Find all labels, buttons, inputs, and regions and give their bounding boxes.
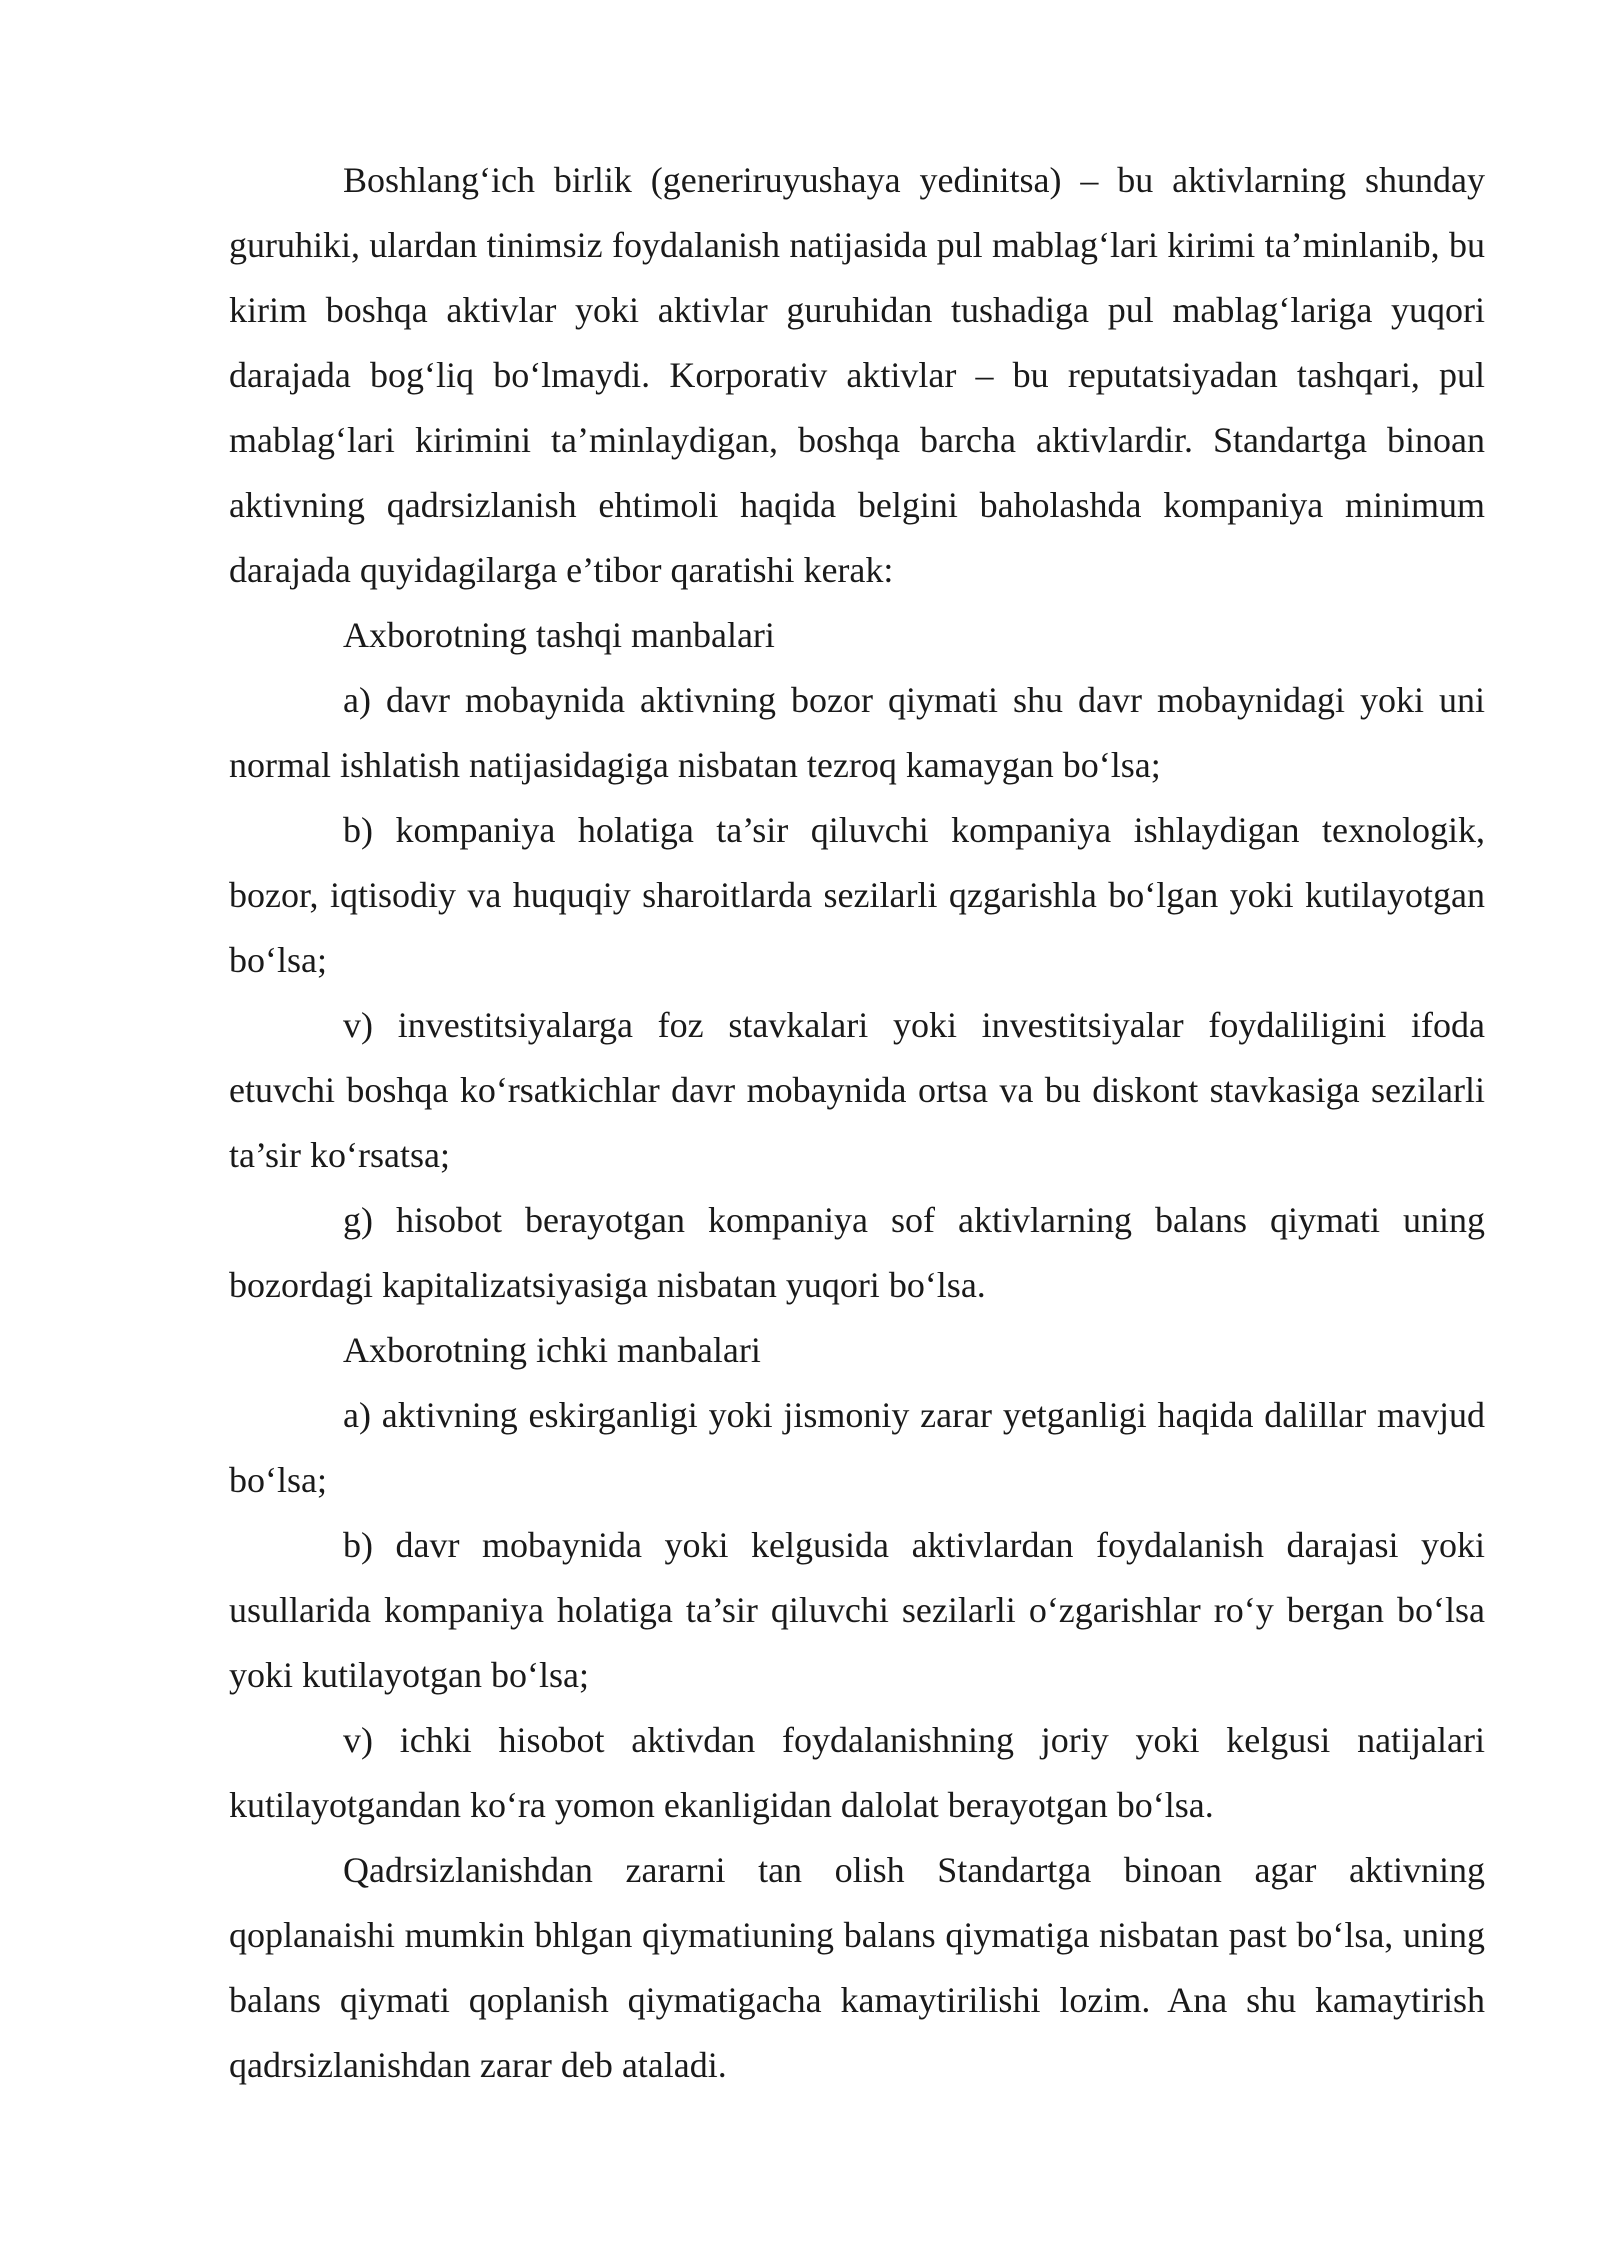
paragraph-impairment-recognition: Qadrsizlanishdan zararni tan olish Standartga binoan agar aktivning qoplanaishi mumkin bhlgan qiymatiuning balans qiymatiga nisbatan past bo‘lsa, uning balans qiymati qoplanish qiymatigacha kamaytirilishi lozim. Ana shu kamaytirish qadrsizlanishdan zarar deb ataladi. bbox=[229, 1850, 1485, 2085]
list-item-internal-b: b) davr mobaynida yoki kelgusida aktivlardan foydalanish darajasi yoki usullarida kompaniya holatiga ta’sir qiluvchi sezilarli o‘zgarishlar ro‘y bergan bo‘lsa yoki kutilayotgan bo‘lsa; bbox=[229, 1525, 1485, 1695]
heading-external-sources: Axborotning tashqi manbalari bbox=[343, 615, 775, 655]
list-item-internal-a: a) aktivning eskirganligi yoki jismoniy zarar yetganligi haqida dalillar mavjud bo‘lsa; bbox=[229, 1395, 1485, 1500]
list-item-external-b: b) kompaniya holatiga ta’sir qiluvchi kompaniya ishlaydigan texnologik, bozor, iqtisodiy va huquqiy sharoitlarda sezilarli qzgarishla bo‘lgan yoki kutilayotgan bo‘lsa; bbox=[229, 810, 1485, 980]
list-item-external-g: g) hisobot berayotgan kompaniya sof aktivlarning balans qiymati uning bozordagi kapitalizatsiyasiga nisbatan yuqori bo‘lsa. bbox=[229, 1200, 1485, 1305]
heading-internal-sources: Axborotning ichki manbalari bbox=[343, 1330, 761, 1370]
list-item-external-a: a) davr mobaynida aktivning bozor qiymati shu davr mobaynidagi yoki uni normal ishlatish natijasidagiga nisbatan tezroq kamaygan bo‘lsa; bbox=[229, 680, 1485, 785]
paragraph-generating-unit-definition: Boshlang‘ich birlik (generiruyushaya yedinitsa) – bu aktivlarning shunday guruhiki, ulardan tinimsiz foydalanish natijasida pul mablag‘lari kirimi ta’minlanib, bu kirim boshqa aktivlar yoki aktivlar guruhidan tushadiga pul mablag‘lariga yuqori darajada bog‘liq bo‘lmaydi. Korporativ aktivlar – bu reputatsiyadan tashqari, pul mablag‘lari kirimini ta’minlaydigan, boshqa barcha aktivlardir. Standartga binoan aktivning qadrsizlanish ehtimoli haqida belgini baholashda kompaniya minimum darajada quyidagilarga e’tibor qaratishi kerak: bbox=[229, 160, 1485, 590]
list-item-external-v: v) investitsiyalarga foz stavkalari yoki investitsiyalar foydaliligini ifoda etuvchi boshqa ko‘rsatkichlar davr mobaynida ortsa va bu diskont stavkasiga sezilarli ta’sir ko‘rsatsa; bbox=[229, 1005, 1485, 1175]
document-page bbox=[229, 148, 1485, 2098]
list-item-internal-v: v) ichki hisobot aktivdan foydalanishning joriy yoki kelgusi natijalari kutilayotgandan ko‘ra yomon ekanligidan dalolat berayotgan bo‘lsa. bbox=[229, 1720, 1485, 1825]
